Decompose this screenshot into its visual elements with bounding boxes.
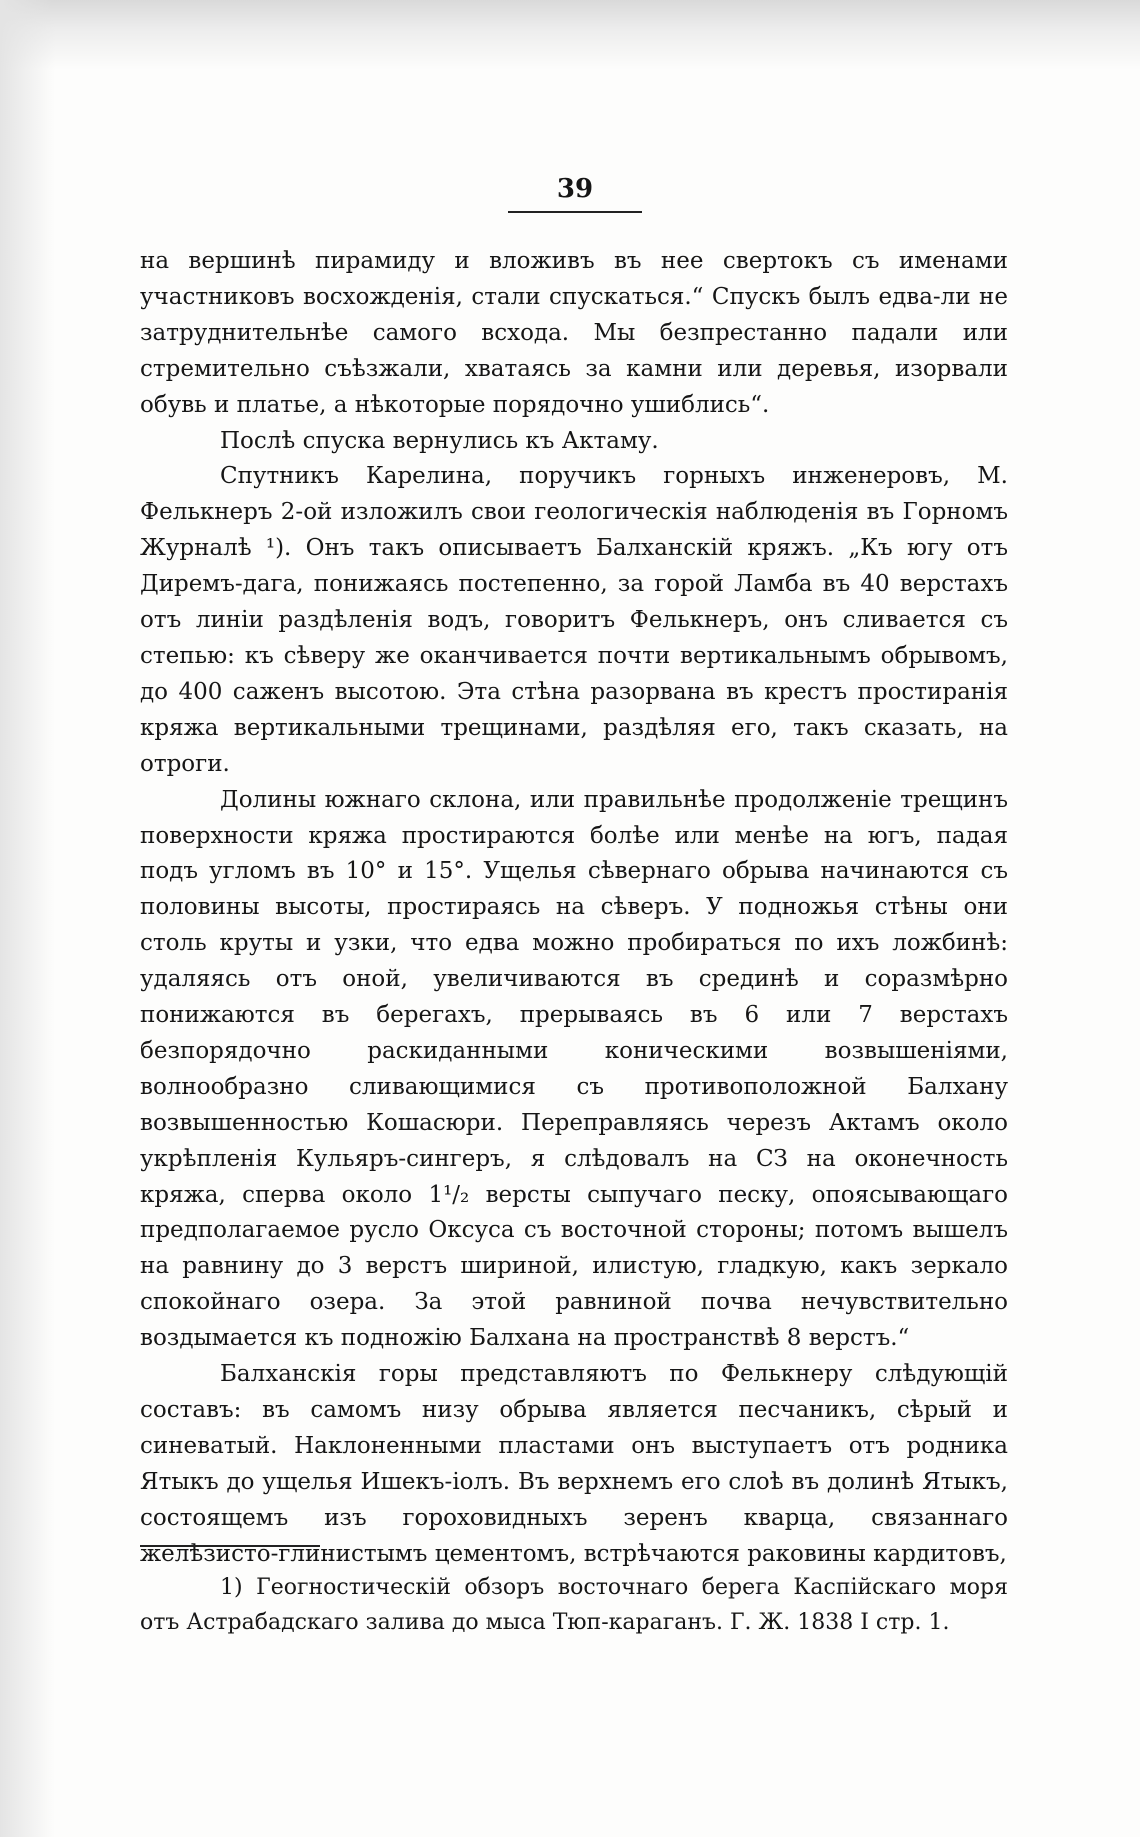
paragraph: Балханскія горы представляютъ по Фелькнеру слѣдующій составъ: въ самомъ низу обрыва является песчаникъ, сѣрый и синеватый. Наклоненными пластами онъ выступаетъ отъ родника Ятыкъ до ущелья Ишекъ-іолъ. Въ верхнемъ его слоѣ въ долинѣ Ятыкъ, состоящемъ изъ гороховидныхъ зеренъ кварца, связаннаго желѣзисто-глинистымъ цементомъ, встрѣчаются раковины кардитовъ, [140,1361,1008,1567]
paragraph: Спутникъ Карелина, поручикъ горныхъ инженеровъ, М. Фелькнеръ 2-ой изложилъ свои геологическія наблюденія въ Горномъ Журналѣ ¹). Онъ такъ описываетъ Балханскій кряжъ. „Къ югу отъ Диремъ-дага, понижаясь постепенно, за горой Ламба въ 40 верстахъ отъ линіи раздѣленія водъ, говоритъ Фелькнеръ, онъ сливается съ степью: къ сѣверу же оканчивается почти вертикальнымъ обрывомъ, до 400 саженъ высотою. Эта стѣна разорвана въ крестъ простиранія кряжа вертикальными трещинами, раздѣляя его, такъ сказать, на отроги. [140,463,1008,777]
footnote-rule [140,1545,320,1547]
scan-shadow-left [0,0,55,1837]
paragraph: Долины южнаго склона, или правильнѣе продолженіе трещинъ поверхности кряжа простираются болѣе или менѣе на югъ, падая подъ угломъ въ 10° и 15°. Ущелья сѣвернаго обрыва начинаются съ половины высоты, простираясь на сѣверъ. У подножья стѣны они столь круты и узки, что едва можно пробираться по ихъ ложбинѣ: удаляясь отъ оной, увеличиваются въ срединѣ и соразмѣрно понижаются въ берегахъ, прерываясь въ 6 или 7 верстахъ безпорядочно раскиданными коническими возвышеніями, волнообразно сливающимися съ противоположной Балхану возвышенностью Кошасюри. Переправляясь черезъ Актамъ около укрѣпленія Кульяръ-сингеръ, я слѣдовалъ на СЗ на оконечность кряжа, сперва около 1¹/₂ версты сыпучаго песку, опоясывающаго предполагаемое русло Оксуса съ восточной стороны; потомъ вышелъ на равнину до 3 верстъ шириной, илистую, гладкую, какъ зеркало спокойнаго озера. За этой равниной почва нечувствительно воздымается къ подножію Балхана на пространствѣ 8 верстъ.“ [140,786,1008,1352]
body-text [140,244,1008,1573]
page-number: 39 [556,174,594,204]
paragraph: Послѣ спуска вернулись къ Актаму. [220,427,659,454]
paragraph-continuation: на вершинѣ пирамиду и вложивъ въ нее свертокъ съ именами участниковъ восхожденія, стали спускаться.“ Спускъ былъ едва-ли не затруднительнѣе самого всхода. Мы безпрестанно падали или стремительно съѣзжали, хватаясь за камни или деревья, изорвали обувь и платье, а нѣкоторые порядочно ушиблись“. [140,248,1008,418]
scan-shadow-top [0,0,1140,70]
footnote: 1) Геогностическій обзоръ восточнаго берега Каспійскаго моря отъ Астрабадскаго залива до мыса Тюп-караганъ. Г. Ж. 1838 I стр. 1. [140,1575,1008,1635]
page-number-rule [508,211,642,213]
